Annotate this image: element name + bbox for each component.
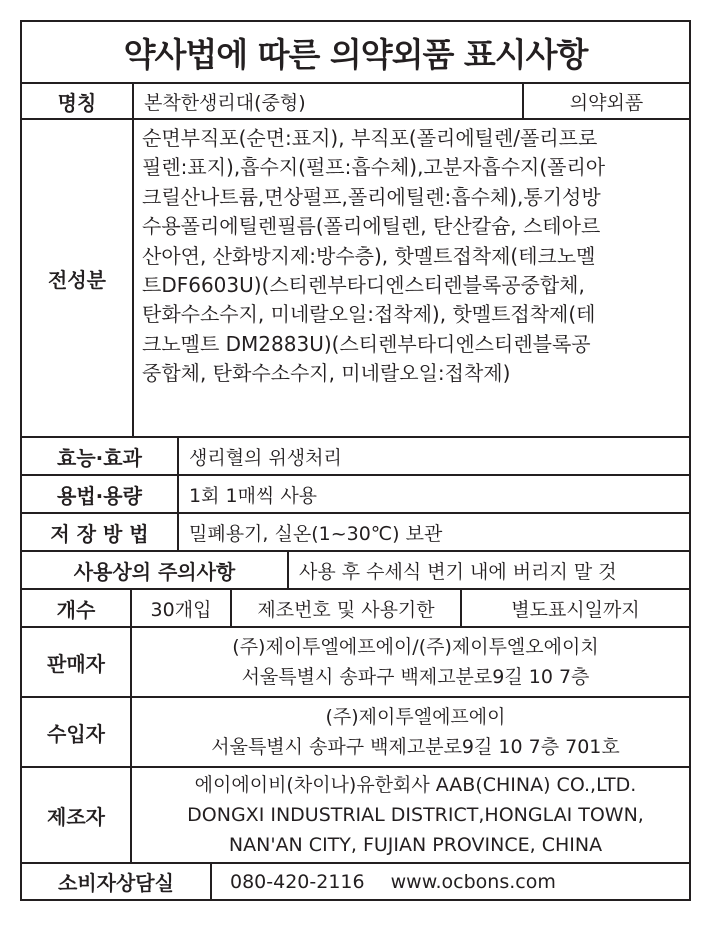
- lot-value: 별도표시일까지: [460, 590, 689, 626]
- count-value: 30개입: [130, 590, 230, 626]
- caution-label: 사용상의 주의사항: [73, 559, 236, 584]
- row-usage: [22, 474, 689, 512]
- manufacturer-info: [130, 768, 689, 862]
- ingredients-line: 산아연, 산화방지제:방수층), 핫멜트접착제(테크노멜: [142, 243, 596, 268]
- seller-address: 서울특별시 송파구 백제고분로9길 10 7층: [241, 666, 590, 688]
- ingredients-label: 전성분: [48, 267, 106, 292]
- ingredients-line: 순면부직포(순면:표지), 부직포(폴리에틸렌/폴리프로: [142, 126, 598, 150]
- row-storage: [22, 512, 689, 550]
- importer-name: (주)제이투엘에프에이: [325, 706, 506, 728]
- row-name: [22, 82, 689, 118]
- page-title: 약사법에 따른 의약외품 표시사항: [123, 34, 588, 74]
- ingredients-line: 크노멜트 DM2883U)(스티렌부타디엔스티렌블록공: [142, 331, 591, 356]
- ingredients-line: 필렌:표지),흡수지(펄프:흡수체),고분자흡수지(폴리아: [142, 155, 606, 180]
- ingredients-text: [132, 120, 689, 436]
- importer-label: 수입자: [47, 721, 105, 746]
- storage-label: 저 장 방 법: [50, 521, 149, 546]
- row-count: [22, 588, 689, 626]
- row-efficacy: [22, 436, 689, 474]
- importer-address: 서울특별시 송파구 백제고분로9길 10 7층 701호: [211, 736, 620, 758]
- ingredients-line: 트DF6603U)(스티렌부타디엔스티렌블록공중합체,: [142, 273, 585, 298]
- consumer-website[interactable]: www.ocbons.com: [390, 870, 556, 893]
- count-label: 개수: [56, 597, 96, 622]
- name-value: 본착한생리대(중형): [132, 84, 522, 118]
- storage-value: 밀폐용기, 실온(1~30℃) 보관: [177, 514, 689, 550]
- seller-info: [130, 628, 689, 696]
- name-label: 명칭: [57, 90, 97, 115]
- label-table: [20, 20, 691, 901]
- lot-label: 제조번호 및 사용기한: [230, 590, 460, 626]
- ingredients-line: 크릴산나트륨,면상펄프,폴리에틸렌:흡수체),통기성방: [142, 184, 601, 209]
- efficacy-value: 생리혈의 위생처리: [177, 438, 689, 474]
- caution-value: 사용 후 수세식 변기 내에 버리지 말 것: [287, 552, 689, 588]
- manufacturer-address: NAN'AN CITY, FUJIAN PROVINCE, CHINA: [228, 834, 603, 856]
- usage-value: 1회 1매씩 사용: [177, 476, 689, 512]
- ingredients-line: 탄화수소수지, 미네랄오일:접착제), 핫멜트접착제(테: [142, 302, 596, 327]
- efficacy-label: 효능·효과: [57, 445, 142, 470]
- row-seller: [22, 626, 689, 696]
- seller-label: 판매자: [47, 651, 105, 676]
- row-caution: [22, 550, 689, 588]
- consumer-label: 소비자상담실: [58, 871, 174, 895]
- row-consumer: [22, 862, 689, 899]
- name-category: 의약외품: [522, 84, 689, 118]
- manufacturer-address: DONGXI INDUSTRIAL DISTRICT,HONGLAI TOWN,: [187, 804, 644, 826]
- row-ingredients: [22, 118, 689, 436]
- ingredients-line: 중합체, 탄화수소수지, 미네랄오일:접착제): [142, 361, 511, 386]
- ingredients-line: 수용폴리에틸렌필름(폴리에틸렌, 탄산칼슘, 스테아르: [142, 214, 601, 239]
- manufacturer-name: 에이에이비(차이나)유한회사 AAB(CHINA) CO.,LTD.: [194, 774, 637, 796]
- usage-label: 용법·용량: [57, 483, 142, 508]
- manufacturer-label: 제조자: [47, 804, 105, 829]
- consumer-contact: [210, 864, 689, 899]
- consumer-phone[interactable]: 080-420-2116: [230, 870, 365, 893]
- importer-info: [130, 698, 689, 766]
- row-manufacturer: [22, 766, 689, 862]
- row-importer: [22, 696, 689, 766]
- seller-name: (주)제이투엘에프에이/(주)제이투엘오에이치: [232, 636, 599, 658]
